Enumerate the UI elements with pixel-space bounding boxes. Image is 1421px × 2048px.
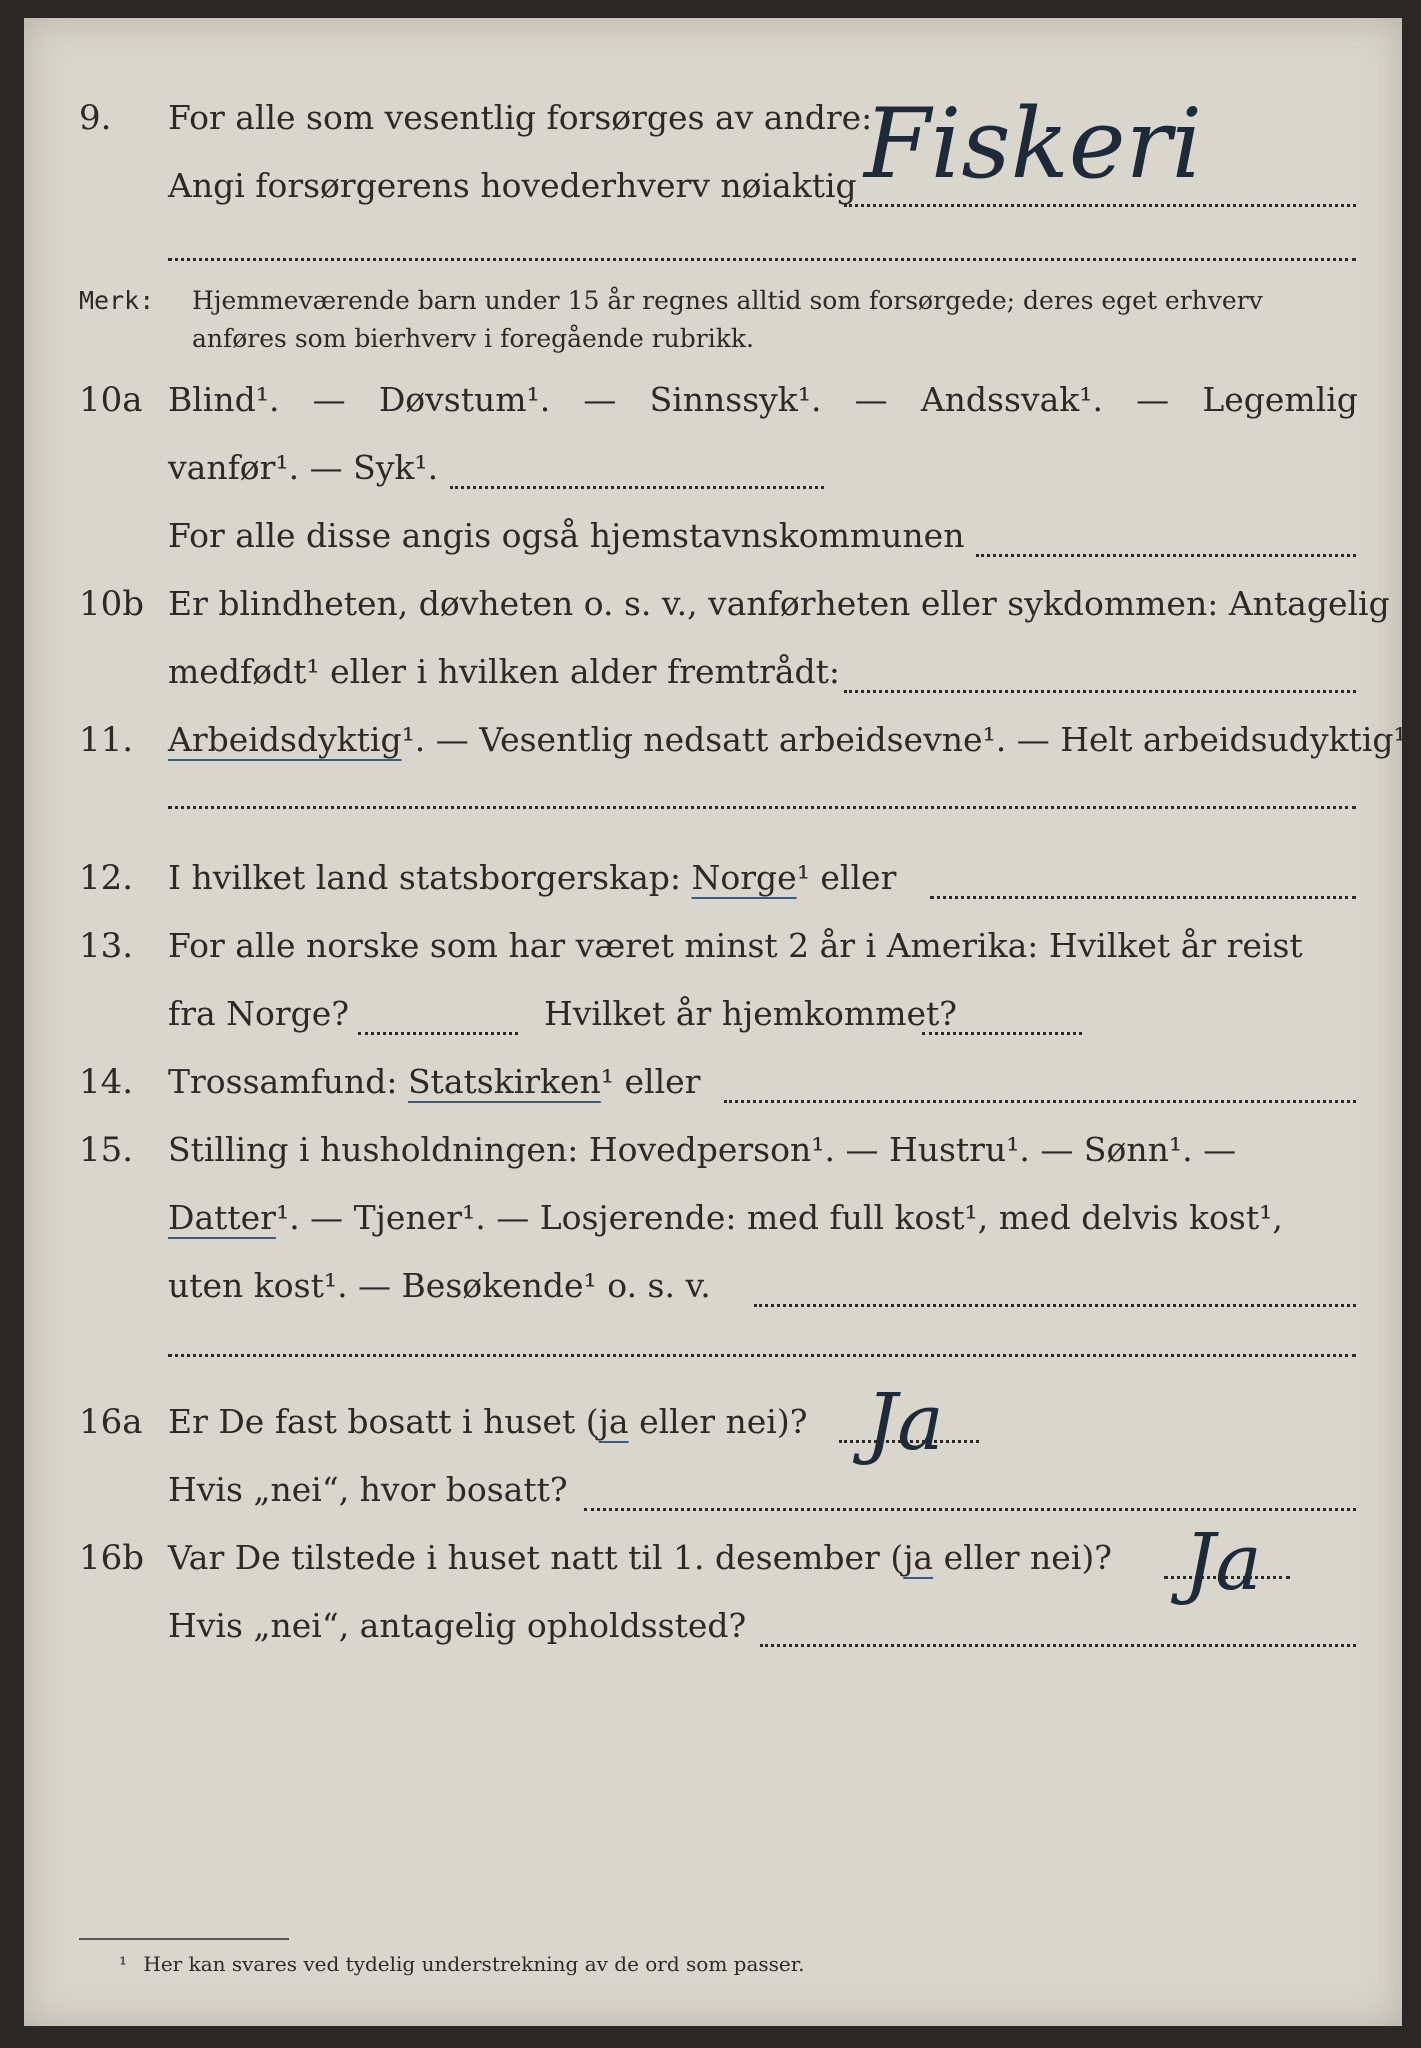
dash: —	[583, 380, 617, 419]
q11-options	[168, 720, 1417, 759]
merk-text-2: anføres som bierhverv i foregående rubrikk.	[192, 324, 754, 353]
q12-answer-line	[930, 896, 1356, 899]
q16b-handwritten-answer: Ja	[1184, 1518, 1262, 1608]
q13-line2	[24, 994, 1402, 1044]
q10a-line1	[24, 380, 1402, 430]
q15-rest: ¹. — Tjener¹. — Losjerende: med full kost¹, med delvis kost¹,	[275, 1198, 1283, 1237]
q13-question: For alle norske som har været minst 2 år i Amerika: Hvilket år reist	[168, 926, 1303, 965]
q16b-line2	[24, 1606, 1402, 1656]
q15-line3	[24, 1266, 1402, 1316]
q10a-line3	[24, 516, 1402, 566]
q16b-text-pre: Var De tilstede i huset natt til 1. desember (	[168, 1538, 904, 1577]
q15-line1	[24, 1130, 1402, 1180]
footnote-text: Her kan svares ved tydelig understrekning av de ord som passer.	[143, 1952, 805, 1976]
q16b-question	[168, 1538, 1112, 1577]
merk-label: Merk:	[79, 286, 155, 315]
option-dovstum: Døvstum¹.	[378, 380, 551, 419]
q16a-question	[168, 1402, 807, 1441]
dash: —	[854, 380, 888, 419]
footnote	[119, 1952, 804, 1976]
q16b-subanswer-line	[760, 1644, 1356, 1647]
q14-answer-line	[724, 1100, 1356, 1103]
q10b-question: Er blindheten, døvheten o. s. v., vanførheten eller sykdommen: Antagelig	[168, 584, 1390, 623]
q12-question	[168, 858, 896, 897]
q11-underlined-answer: Arbeidsdyktig	[168, 720, 402, 759]
option-sinnssyk: Sinnssyk¹.	[649, 380, 822, 419]
q12-line	[24, 858, 1402, 908]
q9-blank-line	[168, 258, 1356, 261]
q9-answer-line	[844, 204, 1356, 207]
q10a-hjemstavn: For alle disse angis også hjemstavnskommunen	[168, 516, 965, 555]
q9-subquestion: Angi forsørgerens hovederhverv nøiaktig	[168, 166, 857, 205]
dash: —	[1136, 380, 1170, 419]
q10b-number: 10b	[79, 584, 145, 624]
q14-underlined-answer: Statskirken	[407, 1062, 601, 1101]
q14-question	[168, 1062, 700, 1101]
q10b-answer-line	[844, 690, 1356, 693]
q16a-text-post: eller nei)?	[628, 1402, 808, 1441]
merk-line2	[24, 324, 1402, 374]
q14-line	[24, 1062, 1402, 1112]
q14-text: Trossamfund:	[168, 1062, 398, 1101]
footnote-mark: ¹	[119, 1952, 128, 1976]
q10a-answer-line	[450, 486, 824, 489]
q15-line2	[24, 1198, 1402, 1248]
q10a-number: 10a	[79, 380, 143, 420]
q13-hjemkommet-line	[922, 1032, 1082, 1035]
q15-options-3: uten kost¹. — Besøkende¹ o. s. v.	[168, 1266, 711, 1305]
q15-number: 15.	[79, 1130, 134, 1170]
q15-underlined-answer: Datter	[168, 1198, 276, 1237]
option-legemlig: Legemlig	[1202, 380, 1358, 419]
q16a-handwritten-answer: Ja	[866, 1378, 944, 1468]
q15-question: Stilling i husholdningen: Hovedperson¹. — Hustru¹. — Sønn¹. —	[168, 1130, 1237, 1169]
footnote-rule	[79, 1938, 289, 1940]
dash: —	[312, 380, 346, 419]
q15-blank-line	[168, 1354, 1356, 1357]
q12-underlined-answer: Norge	[691, 858, 797, 897]
q13-hjemkommet: Hvilket år hjemkommet?	[544, 994, 957, 1033]
q9-question: For alle som vesentlig forsørges av andre:	[168, 98, 873, 137]
q13-reist-line	[358, 1032, 518, 1035]
q16a-underlined-answer: ja	[598, 1402, 629, 1441]
q9-handwritten-answer: Fiskeri	[864, 88, 1203, 200]
q10a-options	[168, 380, 1358, 419]
q15-answer-line	[754, 1304, 1356, 1307]
q16a-line2	[24, 1470, 1402, 1520]
q16a-number: 16a	[79, 1402, 143, 1442]
q16a-subanswer-line	[584, 1508, 1356, 1511]
merk-text-1: Hjemmeværende barn under 15 år regnes alltid som forsørgede; deres eget erhverv	[192, 286, 1263, 315]
q16a-subquestion: Hvis „nei“, hvor bosatt?	[168, 1470, 568, 1509]
q9-number: 9.	[79, 98, 112, 138]
option-andssvak: Andssvak¹.	[920, 380, 1103, 419]
q10b-line1	[24, 584, 1402, 634]
q10a-hjemstavn-line	[976, 554, 1356, 557]
q12-rest: ¹ eller	[796, 858, 897, 897]
q13-number: 13.	[79, 926, 134, 966]
q11-rest: ¹. — Vesentlig nedsatt arbeidsevne¹. — Helt arbeidsudyktig¹.	[401, 720, 1418, 759]
q16b-underlined-answer: ja	[903, 1538, 934, 1577]
q16a-text-pre: Er De fast bosatt i huset (	[168, 1402, 599, 1441]
q10b-line2	[24, 652, 1402, 702]
q10a-line2	[24, 448, 1402, 498]
q12-text: I hvilket land statsborgerskap:	[168, 858, 682, 897]
q16b-subquestion: Hvis „nei“, antagelig opholdssted?	[168, 1606, 747, 1645]
q14-rest: ¹ eller	[600, 1062, 701, 1101]
q11-blank-line	[168, 806, 1356, 809]
q10a-vanfor-syk: vanfør¹. — Syk¹.	[168, 448, 439, 487]
q13-reist: fra Norge?	[168, 994, 350, 1033]
q15-options-2	[168, 1198, 1283, 1237]
q12-number: 12.	[79, 858, 134, 898]
q11-number: 11.	[79, 720, 134, 760]
option-blind: Blind¹.	[168, 380, 280, 419]
q16b-number: 16b	[79, 1538, 145, 1578]
q13-line1	[24, 926, 1402, 976]
q14-number: 14.	[79, 1062, 134, 1102]
q16a-line1	[24, 1402, 1402, 1452]
q16b-text-post: eller nei)?	[933, 1538, 1112, 1577]
q11-line	[24, 720, 1418, 770]
census-form-page	[24, 18, 1418, 2026]
q10b-subquestion: medfødt¹ eller i hvilken alder fremtrådt:	[168, 652, 841, 691]
